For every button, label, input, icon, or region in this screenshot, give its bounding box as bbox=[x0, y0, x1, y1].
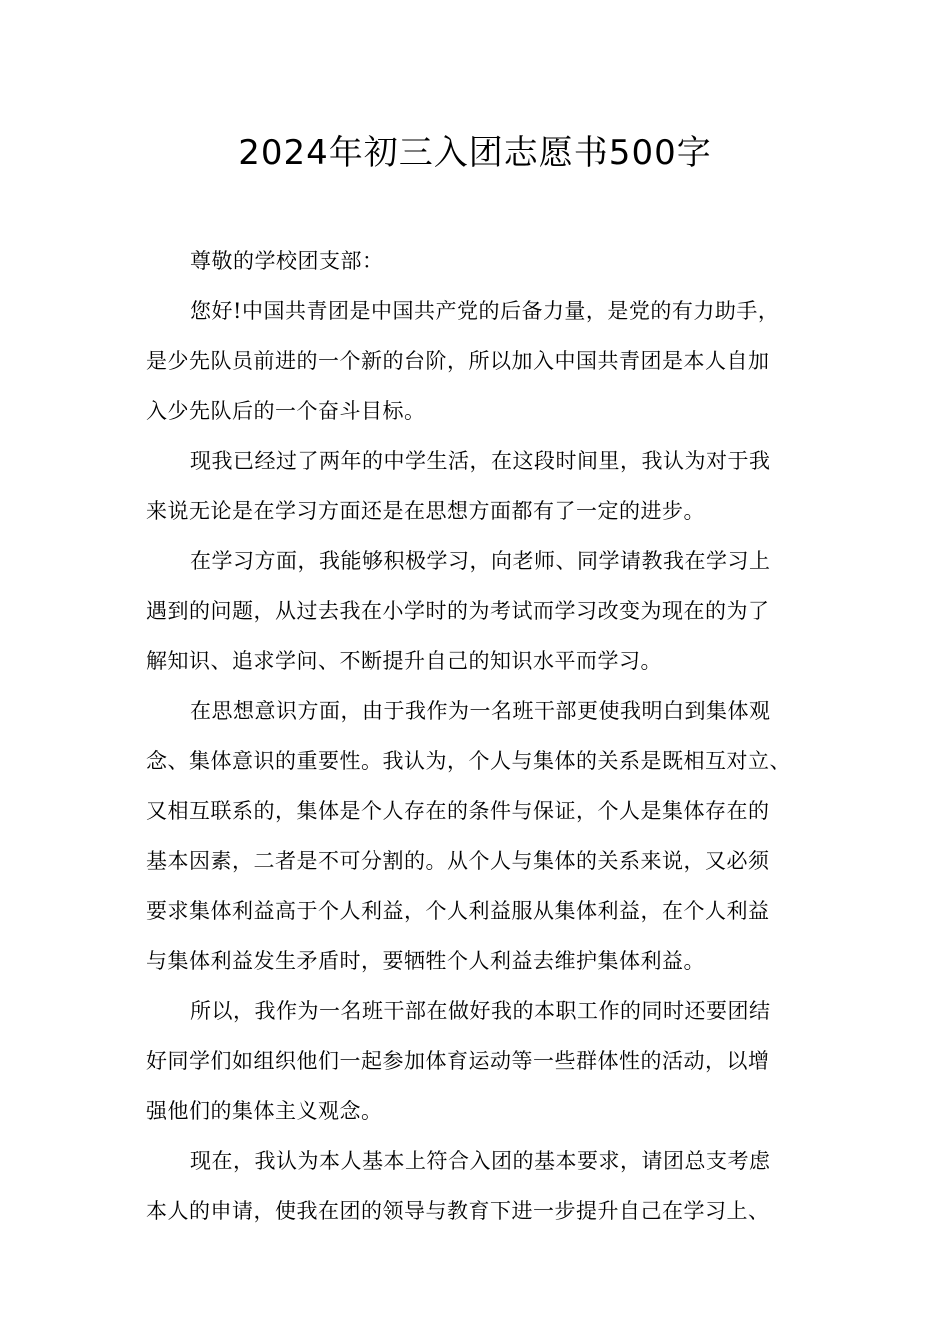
text-line: 与集体利益发生矛盾时，要牺牲个人利益去维护集体利益。 bbox=[146, 949, 705, 973]
text-line: 现我已经过了两年的中学生活，在这段时间里，我认为对于我 bbox=[190, 449, 771, 473]
text-line: 是少先队员前进的一个新的台阶，所以加入中国共青团是本人自加 bbox=[146, 349, 770, 373]
text-line: 在学习方面，我能够积极学习，向老师、同学请教我在学习上 bbox=[190, 549, 771, 573]
text-line: 念、集体意识的重要性。我认为，个人与集体的关系是既相互对立、 bbox=[146, 749, 791, 773]
text-line: 好同学们如组织他们一起参加体育运动等一些群体性的活动，以增 bbox=[146, 1049, 770, 1073]
page-title: 2024年初三入团志愿书500字 bbox=[238, 133, 712, 173]
text-line: 所以，我作为一名班干部在做好我的本职工作的同时还要团结 bbox=[190, 999, 771, 1023]
text-line: 入少先队后的一个奋斗目标。 bbox=[146, 399, 426, 423]
text-line: 来说无论是在学习方面还是在思想方面都有了一定的进步。 bbox=[146, 499, 705, 523]
text-line: 尊敬的学校团支部： bbox=[190, 249, 384, 273]
document-body bbox=[146, 236, 836, 1236]
text-line: 您好!中国共青团是中国共产党的后备力量，是党的有力助手， bbox=[190, 299, 780, 323]
text-line: 又相互联系的，集体是个人存在的条件与保证，个人是集体存在的 bbox=[146, 799, 770, 823]
text-line: 遇到的问题，从过去我在小学时的为考试而学习改变为现在的为了 bbox=[146, 599, 770, 623]
text-line: 现在，我认为本人基本上符合入团的基本要求，请团总支考虑 bbox=[190, 1149, 771, 1173]
text-line: 要求集体利益高于个人利益，个人利益服从集体利益，在个人利益 bbox=[146, 899, 770, 923]
text-line: 在思想意识方面，由于我作为一名班干部更使我明白到集体观 bbox=[190, 699, 771, 723]
text-line: 基本因素，二者是不可分割的。从个人与集体的关系来说，又必须 bbox=[146, 849, 770, 873]
text-line: 强他们的集体主义观念。 bbox=[146, 1099, 383, 1123]
text-line: 本人的申请，使我在团的领导与教育下进一步提升自己在学习上、 bbox=[146, 1199, 770, 1223]
text-line: 解知识、追求学问、不断提升自己的知识水平而学习。 bbox=[146, 649, 662, 673]
